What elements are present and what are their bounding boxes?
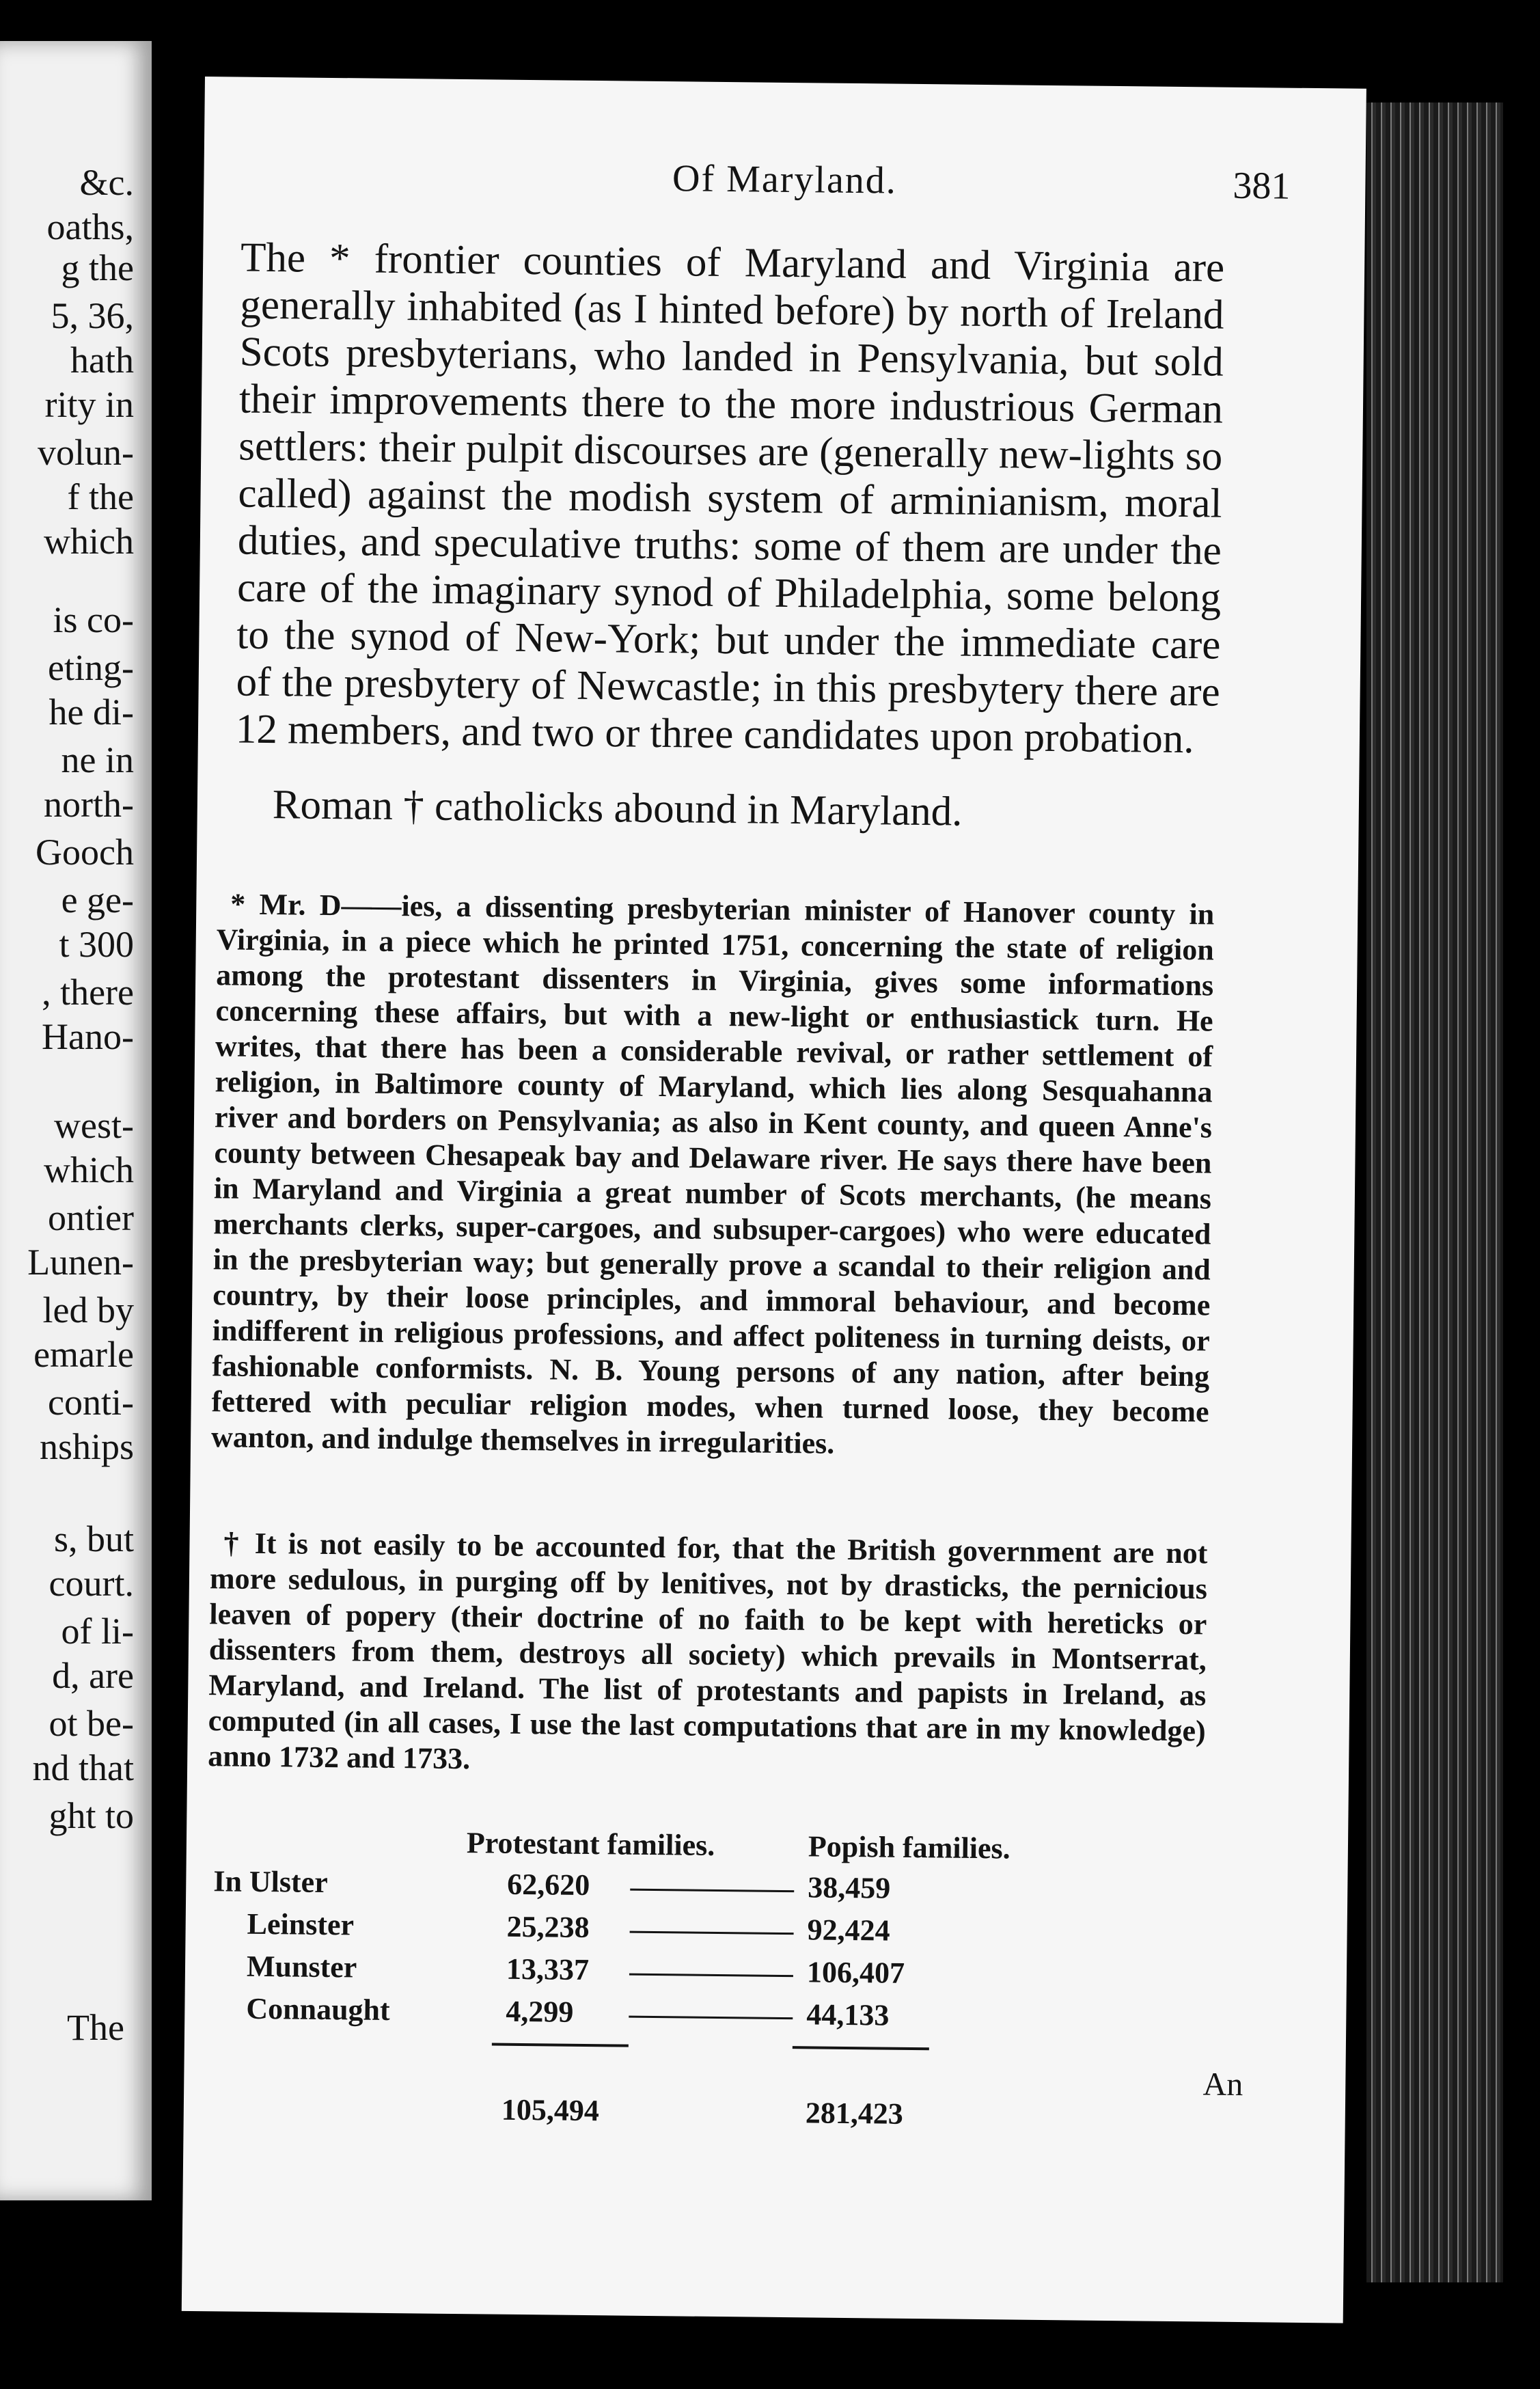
facing-page-catchword: The xyxy=(67,2007,124,2048)
page-number: 381 xyxy=(1233,164,1291,208)
book-page xyxy=(182,77,1366,2323)
facing-page-line: Gooch xyxy=(36,832,134,873)
facing-page-line: 5, 36, xyxy=(51,295,134,336)
facing-page-line: ne in xyxy=(61,739,134,780)
body-paragraph: Roman † catholicks abound in Maryland. xyxy=(272,782,963,835)
popish-count: 106,407 xyxy=(806,1955,905,1990)
leader-rule xyxy=(630,1931,794,1935)
families-table xyxy=(207,1823,1205,2131)
sum-rule xyxy=(793,2046,929,2050)
province-label: Munster xyxy=(246,1949,357,1984)
total-protestant: 105,494 xyxy=(501,2092,600,2128)
facing-page-line: &c. xyxy=(79,162,134,203)
popish-count: 92,424 xyxy=(807,1913,890,1948)
page-block-edge xyxy=(1366,103,1503,2282)
facing-page-line: nships xyxy=(39,1426,134,1467)
facing-page-line: is co- xyxy=(53,599,134,640)
footnote: † It is not easily to be accounted for, that the British government are not more sedulous, in purging off by lenitives, not by drasticks, the pernicious leaven of popery (their doctrine of no faith to be kept with hereticks or dissenters from them, destroys all society) which prevails in Montserrat, Maryland, and Ireland. The list of protestants and papists in Ireland, as computed (in all cases, I use the last computations that are in my knowledge) anno 1732 and 1733. xyxy=(208,1526,1208,1776)
facing-page-line: e ge- xyxy=(61,879,134,920)
facing-page-line: court. xyxy=(49,1563,134,1604)
table-row xyxy=(206,1864,1205,1912)
facing-page-line: he di- xyxy=(49,692,134,733)
province-label: Leinster xyxy=(247,1907,355,1942)
leader-rule xyxy=(630,1889,794,1893)
catchword: An xyxy=(1202,2066,1243,2103)
body-paragraph: The * frontier counties of Maryland and Virginia are generally inhabited (as I hinted before) by north of Ireland Scots presbyterians, who landed in Pensylvania, but sold their improvements there to the more industrious German settlers: their pulpit discourses are (generally new-lights so called) against the modish system of arminianism, moral duties, and speculative truths: some of them are under the care of the imaginary synod of Philadelphia, some belong to the synod of New-York; but under the immediate care of the presbytery of Newcastle; in this presbytery there are 12 members, and two or three candidates upon probation. xyxy=(235,234,1225,763)
facing-page-line: ght to xyxy=(49,1795,134,1836)
facing-page-line: , there xyxy=(42,972,134,1013)
facing-page-line: of li- xyxy=(61,1611,134,1652)
facing-page-line: f the xyxy=(67,476,134,517)
table-row xyxy=(205,1991,1203,2039)
facing-page-line: ontier xyxy=(48,1197,134,1238)
facing-page-line: oaths, xyxy=(46,206,134,247)
facing-page-line: rity in xyxy=(44,384,134,425)
sum-rule xyxy=(492,2043,629,2047)
facing-page-line: Hano- xyxy=(42,1016,134,1057)
facing-page-left xyxy=(0,41,152,2200)
protestant-count: 25,238 xyxy=(506,1909,590,1945)
running-head: Of Maryland. xyxy=(672,157,898,202)
facing-page-line: Lunen- xyxy=(27,1242,134,1283)
popish-count: 44,133 xyxy=(806,1997,890,2032)
protestant-count: 62,620 xyxy=(507,1867,590,1902)
facing-page-line: ot be- xyxy=(49,1703,134,1744)
facing-page-line: west- xyxy=(54,1105,134,1146)
table-row xyxy=(206,1948,1204,1997)
column-header-popish: Popish families. xyxy=(808,1829,1010,1866)
facing-page-line: led by xyxy=(42,1289,134,1330)
leader-rule xyxy=(629,1974,793,1978)
province-label: In Ulster xyxy=(213,1864,329,1900)
footnote: * Mr. D——ies, a dissenting presbyterian minister of Hanover county in Virginia, in a piece which he printed 1751, concerning the state of religion among the protestant dissenters in Virginia, gives some informations concerning these affairs, but with a new-light or enthusiastick turn. He writes, that there has been a considerable revival, or rather settlement of religion, in Baltimore county of Maryland, which lies along Sesquahanna river and borders on Pensylvania; as also in Kent county, and queen Anne's county between Chesapeak bay and Delaware river. He says there have been in Maryland and Virginia a great number of Scots merchants, (he means merchants clerks, super-cargoes, and subsuper-cargoes) who were educated in the presbyterian way; but generally prove a scandal to their religion and country, by their loose principles, and immoral behaviour, and become indifferent in religious professions, and affect politeness in turning deists, or fashionable conformists. N. B. Young persons of any nation, after being fettered with peculiar religion modes, when turned loose, they become wanton, and indulge themselves in irregularities. xyxy=(210,887,1215,1460)
facing-page-line: volun- xyxy=(38,432,134,473)
facing-page-line: north- xyxy=(44,784,134,825)
facing-page-line: s, but xyxy=(53,1518,134,1559)
table-row xyxy=(206,1906,1204,1954)
column-header-protestant: Protestant families. xyxy=(466,1826,715,1862)
facing-page-line: t 300 xyxy=(59,924,134,965)
protestant-count: 13,337 xyxy=(506,1952,590,1987)
facing-page-line: g the xyxy=(61,247,134,288)
popish-count: 38,459 xyxy=(808,1870,891,1905)
facing-page-line: emarle xyxy=(33,1334,134,1375)
facing-page-line: d, are xyxy=(52,1655,134,1696)
facing-page-line: which xyxy=(44,1149,134,1190)
facing-page-line: nd that xyxy=(32,1747,134,1788)
facing-page-line: hath xyxy=(70,340,134,381)
facing-page-line: which xyxy=(44,521,134,562)
facing-page-line: eting- xyxy=(48,647,134,688)
protestant-count: 4,299 xyxy=(506,1994,574,2029)
leader-rule xyxy=(629,2016,793,2020)
facing-page-line: conti- xyxy=(48,1382,134,1423)
total-popish: 281,423 xyxy=(805,2096,904,2131)
province-label: Connaught xyxy=(246,1991,390,2027)
